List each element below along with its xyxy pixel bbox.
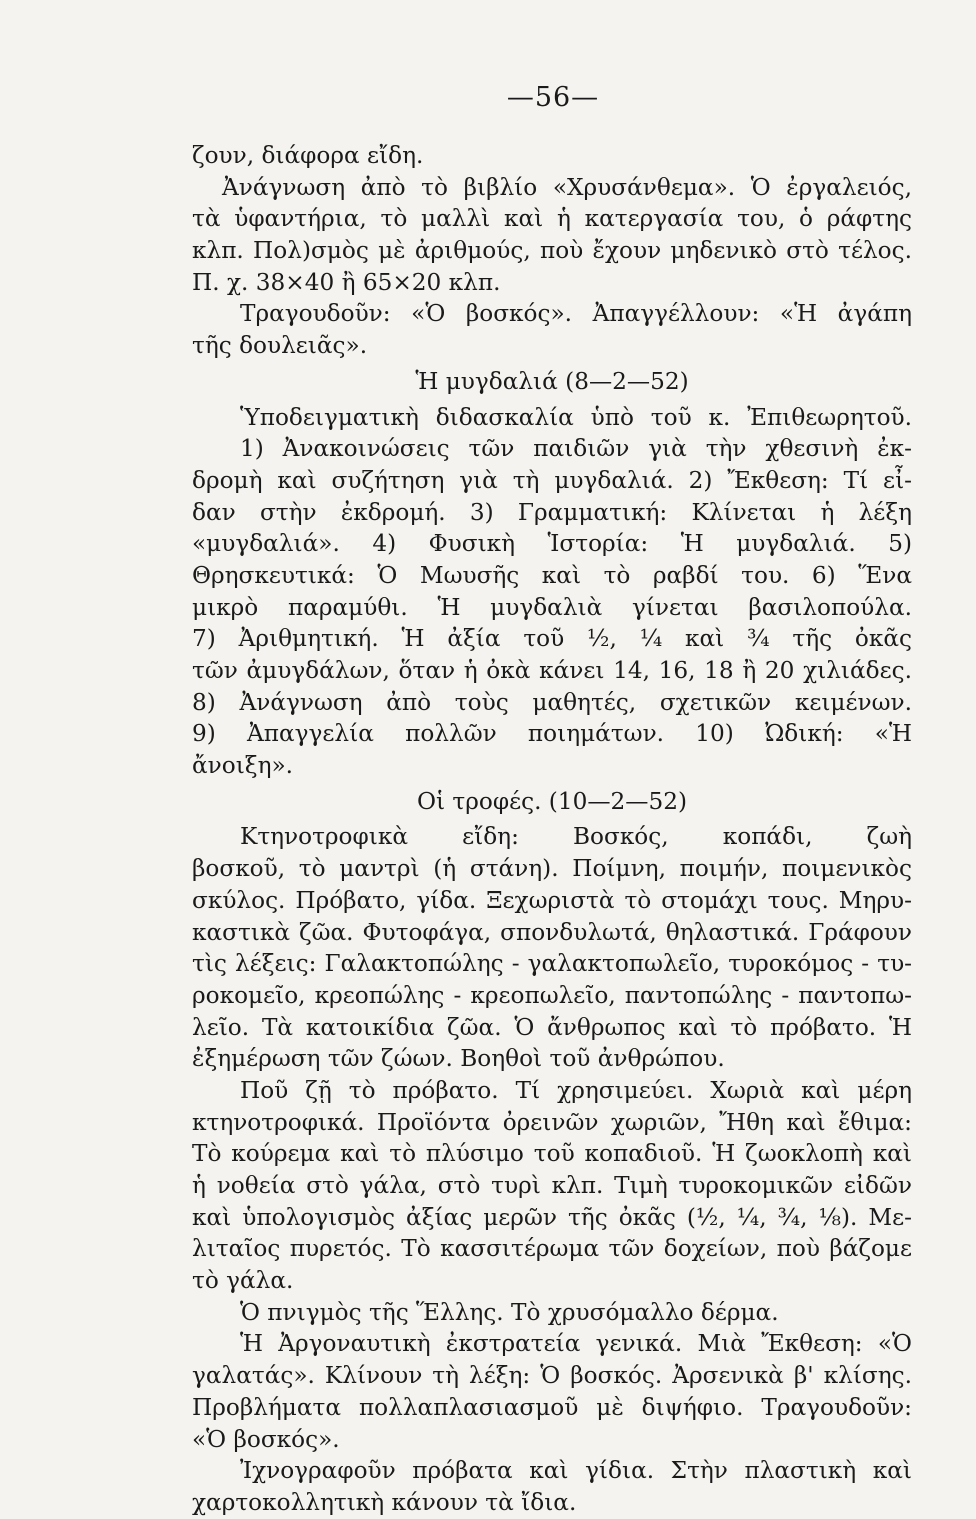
text-line: μικρὸ παραμύθι. Ἡ μυγδαλιὰ γίνεται βασιλοπούλα.	[192, 593, 912, 621]
text-line: Ὁ πνιγμὸς τῆς Ἕλλης. Τὸ χρυσόμαλλο δέρμα.	[240, 1298, 779, 1326]
text-line: δαν στὴν ἐκδρομή. 3) Γραμματική: Κλίνεται ἡ λέξη	[192, 498, 912, 526]
text-line: ἄνοιξη».	[192, 752, 294, 780]
text-line: «Ὁ βοσκός».	[192, 1425, 340, 1453]
text-line: τὸ γάλα.	[192, 1267, 294, 1295]
text-line: Ὑποδειγματικὴ διδασκαλία ὑπὸ τοῦ κ. Ἐπιθεωρητοῦ.	[240, 403, 912, 431]
text-line: Ἰχνογραφοῦν πρόβατα καὶ γίδια. Στὴν πλαστικὴ καὶ	[240, 1457, 912, 1485]
text-line: Π. χ. 38×40 ἢ 65×20 κλπ.	[192, 268, 501, 296]
text-line: 1) Ἀνακοινώσεις τῶν παιδιῶν γιὰ τὴν χθεσινὴ ἐκ-	[240, 435, 912, 463]
text-line: Ποῦ ζῇ τὸ πρόβατο. Τί χρησιμεύει. Χωριὰ καὶ μέρη	[240, 1076, 912, 1104]
text-line: κλπ. Πολ)σμὸς μὲ ἀριθμούς, ποὺ ἔχουν μηδενικὸ στὸ τέλος.	[192, 237, 912, 265]
text-line: ἡ νοθεία στὸ γάλα, στὸ τυρὶ κλπ. Τιμὴ τυροκομικῶν εἰδῶν	[192, 1172, 912, 1199]
text-line: τῆς δουλειᾶς».	[192, 332, 368, 360]
page-number: —56—	[506, 82, 600, 113]
text-line: Ἡ Ἀργοναυτικὴ ἐκστρατεία γενικά. Μιὰ Ἔκθεση: «Ὁ	[240, 1330, 912, 1358]
text-line: Τὸ κούρεμα καὶ τὸ πλύσιμο τοῦ κοπαδιοῦ. Ἡ ζωοκλοπὴ καὶ	[192, 1140, 912, 1168]
text-line: τῶν ἀμυγδάλων, ὅταν ἡ ὀκὰ κάνει 14, 16, 18 ἢ 20 χιλιάδες.	[192, 657, 912, 684]
section-heading: Οἱ τροφές. (10—2—52)	[416, 787, 688, 815]
text-line: Θρησκευτικά: Ὁ Μωυσῆς καὶ τὸ ραβδί του. 6) Ἕνα	[192, 561, 912, 589]
text-line: δρομὴ καὶ συζήτηση γιὰ τὴ μυγδαλιά. 2) Ἔκθεση: Τί εἶ-	[192, 466, 912, 494]
text-line: Προβλήματα πολλαπλασιασμοῦ μὲ διψήφιο. Τραγουδοῦν:	[192, 1393, 912, 1421]
text-line: λιταῖος πυρετός. Τὸ κασσιτέρωμα τῶν δοχείων, ποὺ βάζομε	[192, 1235, 912, 1263]
text-line: Κτηνοτροφικὰ εἴδη: Βοσκός, κοπάδι, ζωὴ	[240, 823, 912, 851]
text-line: τὶς λέξεις: Γαλακτοπώλης - γαλακτοπωλεῖο, τυροκόμος - τυ-	[192, 950, 912, 978]
text-line: «μυγδαλιά». 4) Φυσικὴ Ἱστορία: Ἡ μυγδαλιά. 5)	[192, 530, 912, 558]
text-line: ζουν, διάφορα εἴδη.	[192, 142, 424, 169]
text-line: κτηνοτροφικά. Προϊόντα ὀρεινῶν χωριῶν, Ἤθη καὶ ἔθιμα:	[192, 1108, 912, 1136]
text-line: 7) Ἀριθμητική. Ἡ ἀξία τοῦ ½, ¼ καὶ ¾ τῆς ὀκᾶς	[192, 625, 912, 653]
text-line: Τραγουδοῦν: «Ὁ βοσκός». Ἀπαγγέλλουν: «Ἡ ἀγάπη	[240, 300, 912, 328]
text-line: σκύλος. Πρόβατο, γίδα. Ξεχωριστὰ τὸ στομάχι τους. Μηρυ-	[192, 886, 912, 914]
text-line: γαλατάς». Κλίνουν τὴ λέξη: Ὁ βοσκός. Ἀρσενικὰ β' κλίσης.	[192, 1362, 912, 1390]
text-line: Ἀνάγνωση ἀπὸ τὸ βιβλίο «Χρυσάνθεμα». Ὁ ἐργαλειός,	[222, 173, 912, 201]
text-line: ροκομεῖο, κρεοπώλης - κρεοπωλεῖο, παντοπώλης - παντοπω-	[192, 981, 912, 1009]
text-line: χαρτοκολλητικὴ κάνουν τὰ ἴδια.	[192, 1488, 577, 1516]
text-line: 9) Ἀπαγγελία πολλῶν ποιημάτων. 10) Ὠδική: «Ἡ	[192, 720, 912, 748]
text-line: λεῖο. Τὰ κατοικίδια ζῶα. Ὁ ἄνθρωπος καὶ τὸ πρόβατο. Ἡ	[192, 1013, 912, 1041]
text-line: βοσκοῦ, τὸ μαντρὶ (ἡ στάνη). Ποίμνη, ποιμήν, ποιμενικὸς	[192, 855, 912, 883]
text-line: τὰ ὑφαντήρια, τὸ μαλλὶ καὶ ἡ κατεργασία του, ὁ ράφτης	[192, 205, 912, 233]
text-line: καὶ ὑπολογισμὸς ἀξίας μερῶν τῆς ὀκᾶς (½, ¼, ¾, ⅛). Με-	[192, 1203, 912, 1231]
section-heading: Ἡ μυγδαλιά (8—2—52)	[415, 367, 689, 395]
body-text	[192, 140, 912, 1519]
text-line: ἐξημέρωση τῶν ζώων. Βοηθοὶ τοῦ ἀνθρώπου.	[192, 1045, 725, 1073]
text-line: καστικὰ ζῶα. Φυτοφάγα, σπονδυλωτά, θηλαστικά. Γράφουν	[192, 918, 912, 946]
text-line: 8) Ἀνάγνωση ἀπὸ τοὺς μαθητές, σχετικῶν κειμένων.	[192, 688, 912, 716]
